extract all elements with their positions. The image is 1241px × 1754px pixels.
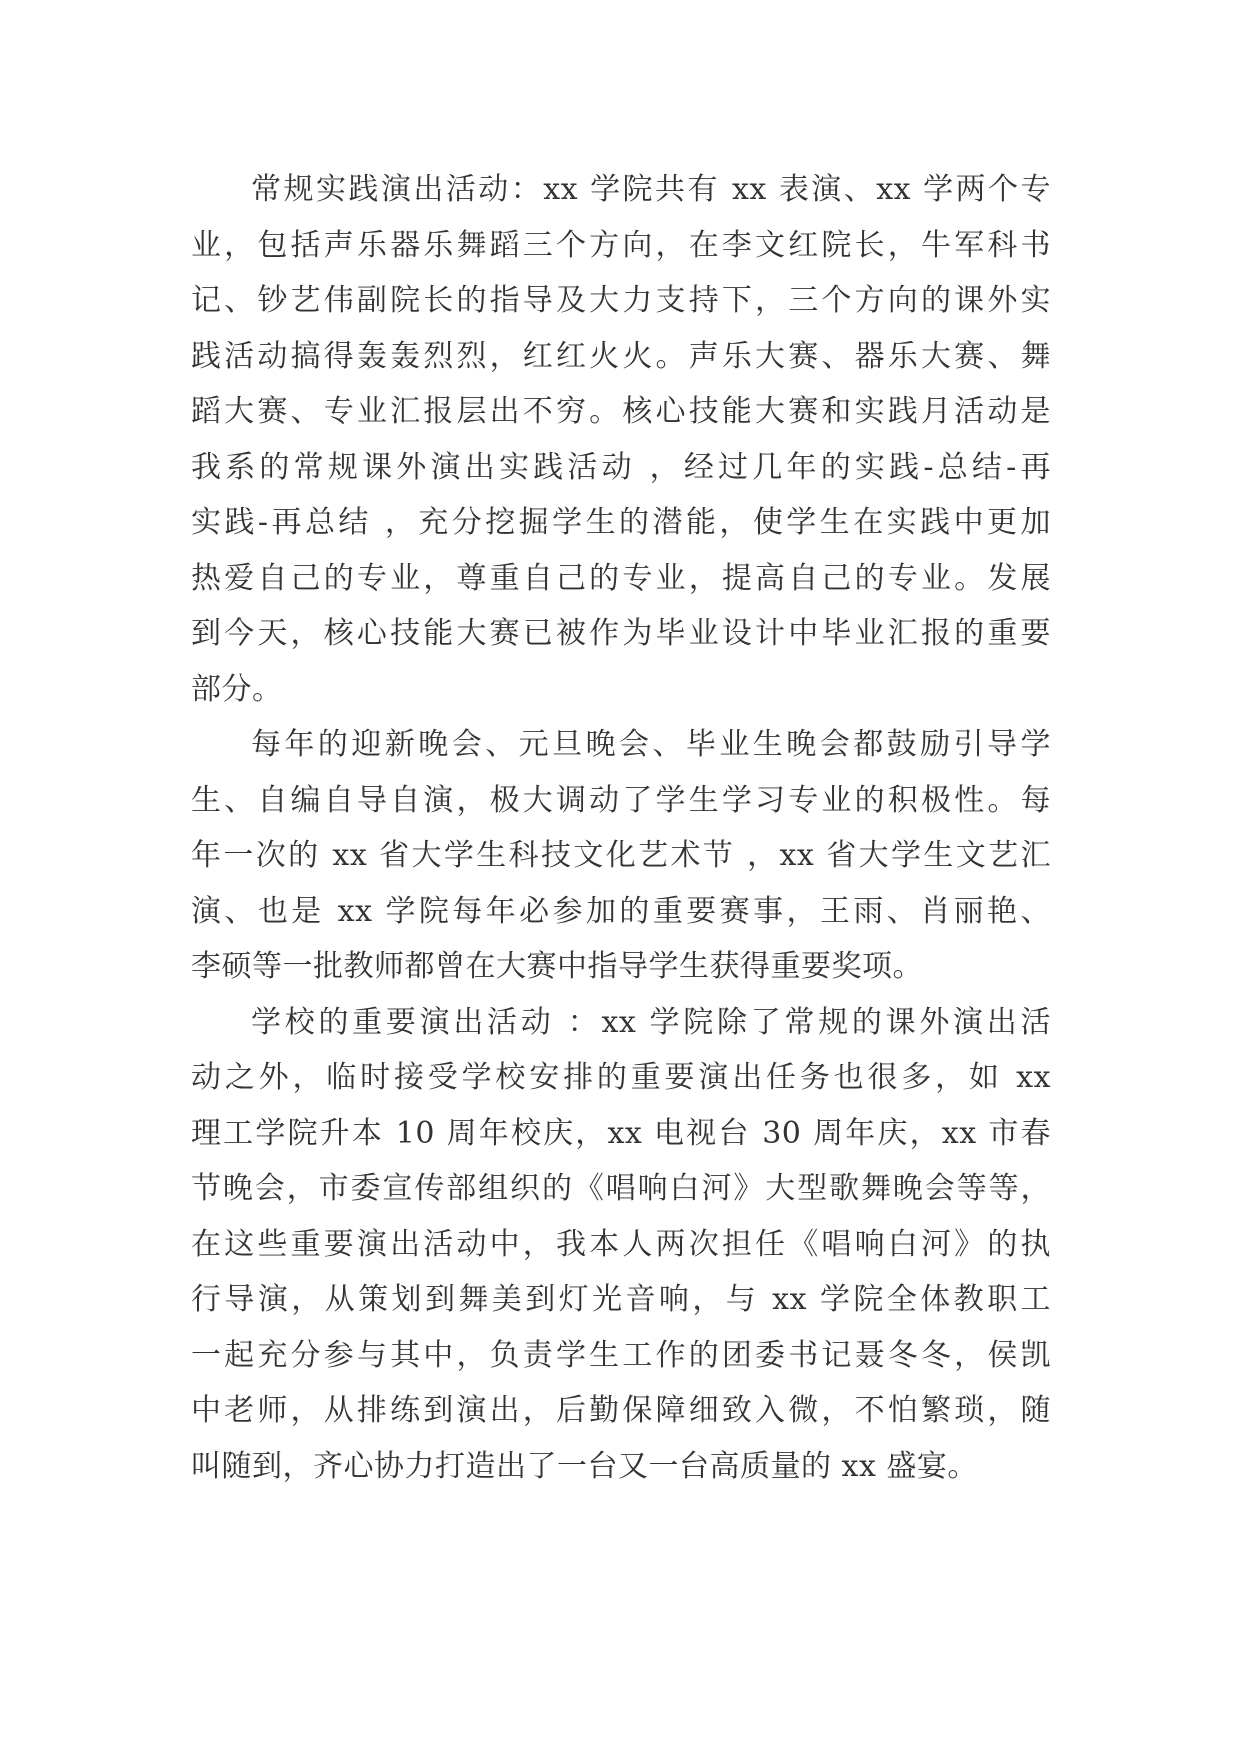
text-line: 一起充分参与其中，负责学生工作的团委书记聂冬冬，侯凯 <box>191 1337 1051 1373</box>
text-line: 叫随到，齐心协力打造出了一台又一台高质量的 xx 盛宴。 <box>191 1448 978 1484</box>
text-line: 业，包括声乐器乐舞蹈三个方向，在李文红院长，牛军科书 <box>191 227 1051 263</box>
text-line: 部分。 <box>191 671 283 707</box>
text-line: 我系的常规课外演出实践活动 ，经过几年的实践-总结-再 <box>191 449 1051 485</box>
text-line: 热爱自己的专业，尊重自己的专业，提高自己的专业。发展 <box>191 560 1051 596</box>
text-line: 蹈大赛、专业汇报层出不穷。核心技能大赛和实践月活动是 <box>191 394 1051 429</box>
text-line: 在这些重要演出活动中，我本人两次担任《唱响白河》的执 <box>191 1226 1051 1262</box>
text-line: 生、自编自导自演，极大调动了学生学习专业的积极性。每 <box>191 782 1051 818</box>
text-line: 理工学院升本 10 周年校庆，xx 电视台 30 周年庆，xx 市春 <box>191 1115 1051 1151</box>
text-line: 李硕等一批教师都曾在大赛中指导学生获得重要奖项。 <box>191 949 923 984</box>
text-line: 演、也是 xx 学院每年必参加的重要赛事，王雨、肖丽艳、 <box>191 893 1051 929</box>
text-line: 践活动搞得轰轰烈烈，红红火火。声乐大赛、器乐大赛、舞 <box>191 338 1051 374</box>
text-line: 中老师，从排练到演出，后勤保障细致入微，不怕繁琐，随 <box>191 1393 1051 1428</box>
text-line: 动之外，临时接受学校安排的重要演出任务也很多，如 xx <box>191 1060 1051 1095</box>
text-line: 实践-再总结 ，充分挖掘学生的潜能，使学生在实践中更加 <box>191 505 1051 540</box>
text-line: 记、钞艺伟副院长的指导及大力支持下，三个方向的课外实 <box>191 283 1051 318</box>
text-line: 常规实践演出活动：xx 学院共有 xx 表演、xx 学两个专 <box>251 172 1051 207</box>
text-line: 到今天，核心技能大赛已被作为毕业设计中毕业汇报的重要 <box>191 616 1051 651</box>
text-line: 学校的重要演出活动 ：xx 学院除了常规的课外演出活 <box>251 1004 1051 1040</box>
text-line: 年一次的 xx 省大学生科技文化艺术节 ，xx 省大学生文艺汇 <box>191 838 1051 873</box>
text-line: 每年的迎新晚会、元旦晚会、毕业生晚会都鼓励引导学 <box>251 727 1051 762</box>
paragraph-annual-galas <box>191 717 1051 995</box>
paragraph-regular-performances <box>191 162 1051 717</box>
document-body <box>191 162 1051 1494</box>
text-line: 行导演，从策划到舞美到灯光音响，与 xx 学院全体教职工 <box>191 1282 1051 1317</box>
text-line: 节晚会，市委宣传部组织的《唱响白河》大型歌舞晚会等等， <box>191 1171 1051 1206</box>
paragraph-major-school-performances <box>191 995 1051 1495</box>
